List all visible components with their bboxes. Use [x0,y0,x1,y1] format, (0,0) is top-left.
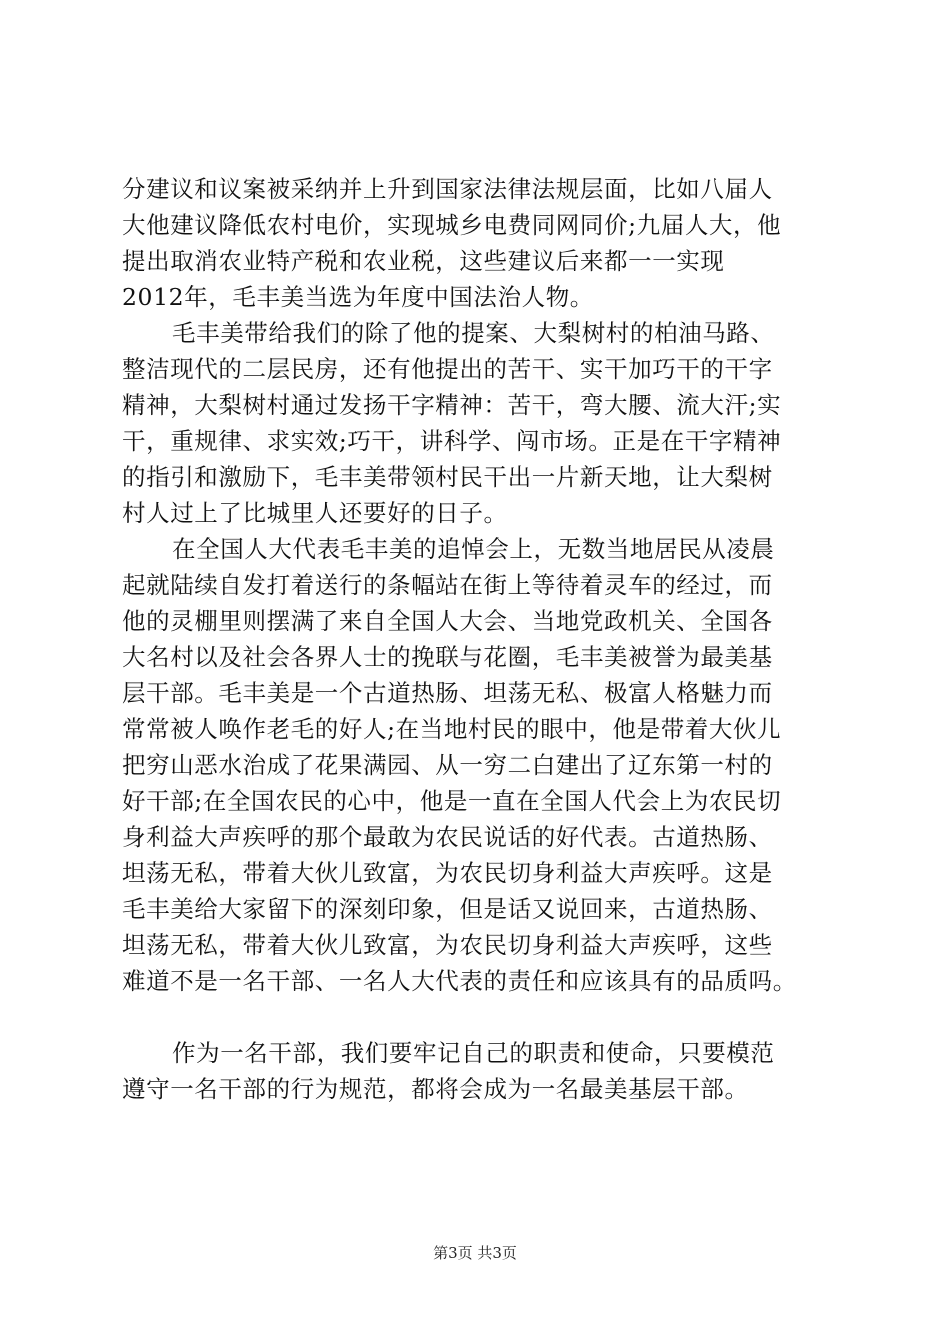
text-line: 毛丰美给大家留下的深刻印象，但是话又说回来，古道热肠、 [122,895,773,923]
text-line: 村人过上了比城里人还要好的日子。 [122,499,508,527]
text-line: 干，重规律、求实效;巧干，讲科学、闯市场。正是在干字精神 [122,427,782,455]
paragraph-1 [122,171,848,315]
paragraph-4 [122,1035,848,1107]
text-line: 提出取消农业特产税和农业税，这些建议后来都一一实现 [122,247,725,275]
text-line: 精神，大梨树村通过发扬干字精神：苦干，弯大腰、流大汗;实 [122,391,782,419]
text-line: 把穷山恶水治成了花果满园、从一穷二白建出了辽东第一村的 [122,751,773,779]
paragraph-spacer [122,999,848,1035]
paragraph-2 [122,315,848,531]
text-line: 起就陆续自发打着送行的条幅站在街上等待着灵车的经过，而 [122,571,773,599]
document-body [122,171,848,1107]
text-line: 常常被人唤作老毛的好人;在当地村民的眼中，他是带着大伙儿 [122,715,782,743]
page-number-footer: 第3页 共3页 [433,1244,517,1262]
text-line: 遵守一名干部的行为规范，都将会成为一名最美基层干部。 [122,1075,749,1103]
text-line: 的指引和激励下，毛丰美带领村民干出一片新天地，让大梨树 [122,463,773,491]
text-line: 身利益大声疾呼的那个最敢为农民说话的好代表。古道热肠、 [122,823,773,851]
text-line: 2012年，毛丰美当选为年度中国法治人物。 [122,283,594,311]
text-line: 层干部。毛丰美是一个古道热肠、坦荡无私、极富人格魅力而 [122,679,773,707]
text-line: 整洁现代的二层民房，还有他提出的苦干、实干加巧干的干字 [122,355,773,383]
text-line: 大他建议降低农村电价，实现城乡电费同网同价;九届人大，他 [122,211,782,239]
text-line: 在全国人大代表毛丰美的追悼会上，无数当地居民从凌晨 [172,535,775,563]
text-line: 毛丰美带给我们的除了他的提案、大梨树村的柏油马路、 [172,319,775,347]
text-line: 好干部;在全国农民的心中，他是一直在全国人代会上为农民切 [122,787,782,815]
text-line: 他的灵棚里则摆满了来自全国人大会、当地党政机关、全国各 [122,607,773,635]
text-line: 大名村以及社会各界人士的挽联与花圈，毛丰美被誉为最美基 [122,643,773,671]
text-line: 分建议和议案被采纳并上升到国家法律法规层面，比如八届人 [122,175,773,203]
text-line: 坦荡无私，带着大伙儿致富，为农民切身利益大声疾呼。这是 [122,859,773,887]
text-line: 难道不是一名干部、一名人大代表的责任和应该具有的品质吗。 [122,967,797,995]
text-line: 作为一名干部，我们要牢记自己的职责和使命，只要模范 [172,1039,775,1067]
text-line: 坦荡无私，带着大伙儿致富，为农民切身利益大声疾呼，这些 [122,931,773,959]
paragraph-3 [122,531,848,999]
